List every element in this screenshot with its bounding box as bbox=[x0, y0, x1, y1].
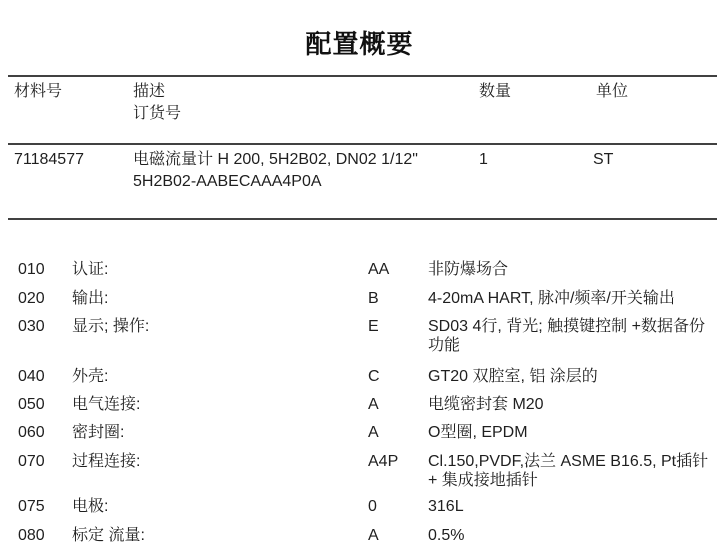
column-header-description: 描述 bbox=[133, 83, 166, 100]
option-label: 密封圈: bbox=[72, 424, 125, 441]
item-unit: ST bbox=[593, 151, 614, 168]
option-code: B bbox=[368, 290, 379, 307]
option-position: 050 bbox=[18, 396, 45, 413]
option-label: 电极: bbox=[72, 498, 109, 515]
item-quantity: 1 bbox=[479, 151, 488, 168]
option-position: 075 bbox=[18, 498, 45, 515]
option-code: A bbox=[368, 396, 379, 413]
option-value: 0.5% bbox=[428, 527, 465, 544]
option-value: 4-20mA HART, 脉冲/频率/开关输出 bbox=[428, 290, 675, 307]
option-label: 认证: bbox=[72, 261, 109, 278]
option-value: O型圈, EPDM bbox=[428, 424, 528, 441]
option-position: 080 bbox=[18, 527, 45, 544]
option-value: 316L bbox=[428, 498, 464, 515]
column-header-order-code: 订货号 bbox=[133, 105, 182, 122]
option-label: 外壳: bbox=[72, 368, 109, 385]
option-position: 060 bbox=[18, 424, 45, 441]
option-code: C bbox=[368, 368, 380, 385]
option-value: 非防爆场合 bbox=[428, 261, 509, 278]
page-title: 配置概要 bbox=[305, 29, 414, 59]
column-header-material-no: 材料号 bbox=[14, 83, 63, 100]
option-code: A4P bbox=[368, 453, 399, 470]
option-value: Cl.150,PVDF,法兰 ASME B16.5, Pt插针 + 集成接地插针 bbox=[428, 453, 709, 489]
option-code: AA bbox=[368, 261, 390, 278]
option-position: 030 bbox=[18, 318, 45, 335]
divider-top bbox=[8, 75, 717, 77]
option-code: A bbox=[368, 527, 379, 544]
item-material-no: 71184577 bbox=[14, 151, 84, 168]
item-order-code: 5H2B02-AABECAAA4P0A bbox=[133, 173, 322, 190]
option-position: 040 bbox=[18, 368, 45, 385]
option-code: E bbox=[368, 318, 379, 335]
option-position: 070 bbox=[18, 453, 45, 470]
option-position: 010 bbox=[18, 261, 45, 278]
option-code: A bbox=[368, 424, 379, 441]
option-label: 电气连接: bbox=[72, 396, 141, 413]
column-header-quantity: 数量 bbox=[479, 83, 512, 100]
option-position: 020 bbox=[18, 290, 45, 307]
option-label: 输出: bbox=[72, 290, 109, 307]
divider-item bbox=[8, 218, 717, 220]
divider-header bbox=[8, 143, 717, 145]
option-label: 标定 流量: bbox=[72, 527, 145, 544]
option-value: GT20 双腔室, 铝 涂层的 bbox=[428, 368, 598, 385]
item-description: 电磁流量计 H 200, 5H2B02, DN02 1/12" bbox=[133, 151, 418, 168]
option-value: SD03 4行, 背光; 触摸键控制 +数据备份功能 bbox=[428, 318, 705, 354]
option-label: 显示; 操作: bbox=[72, 318, 150, 335]
option-code: 0 bbox=[368, 498, 377, 515]
option-value: 电缆密封套 M20 bbox=[428, 396, 544, 413]
option-label: 过程连接: bbox=[72, 453, 141, 470]
column-header-unit: 单位 bbox=[596, 83, 629, 100]
